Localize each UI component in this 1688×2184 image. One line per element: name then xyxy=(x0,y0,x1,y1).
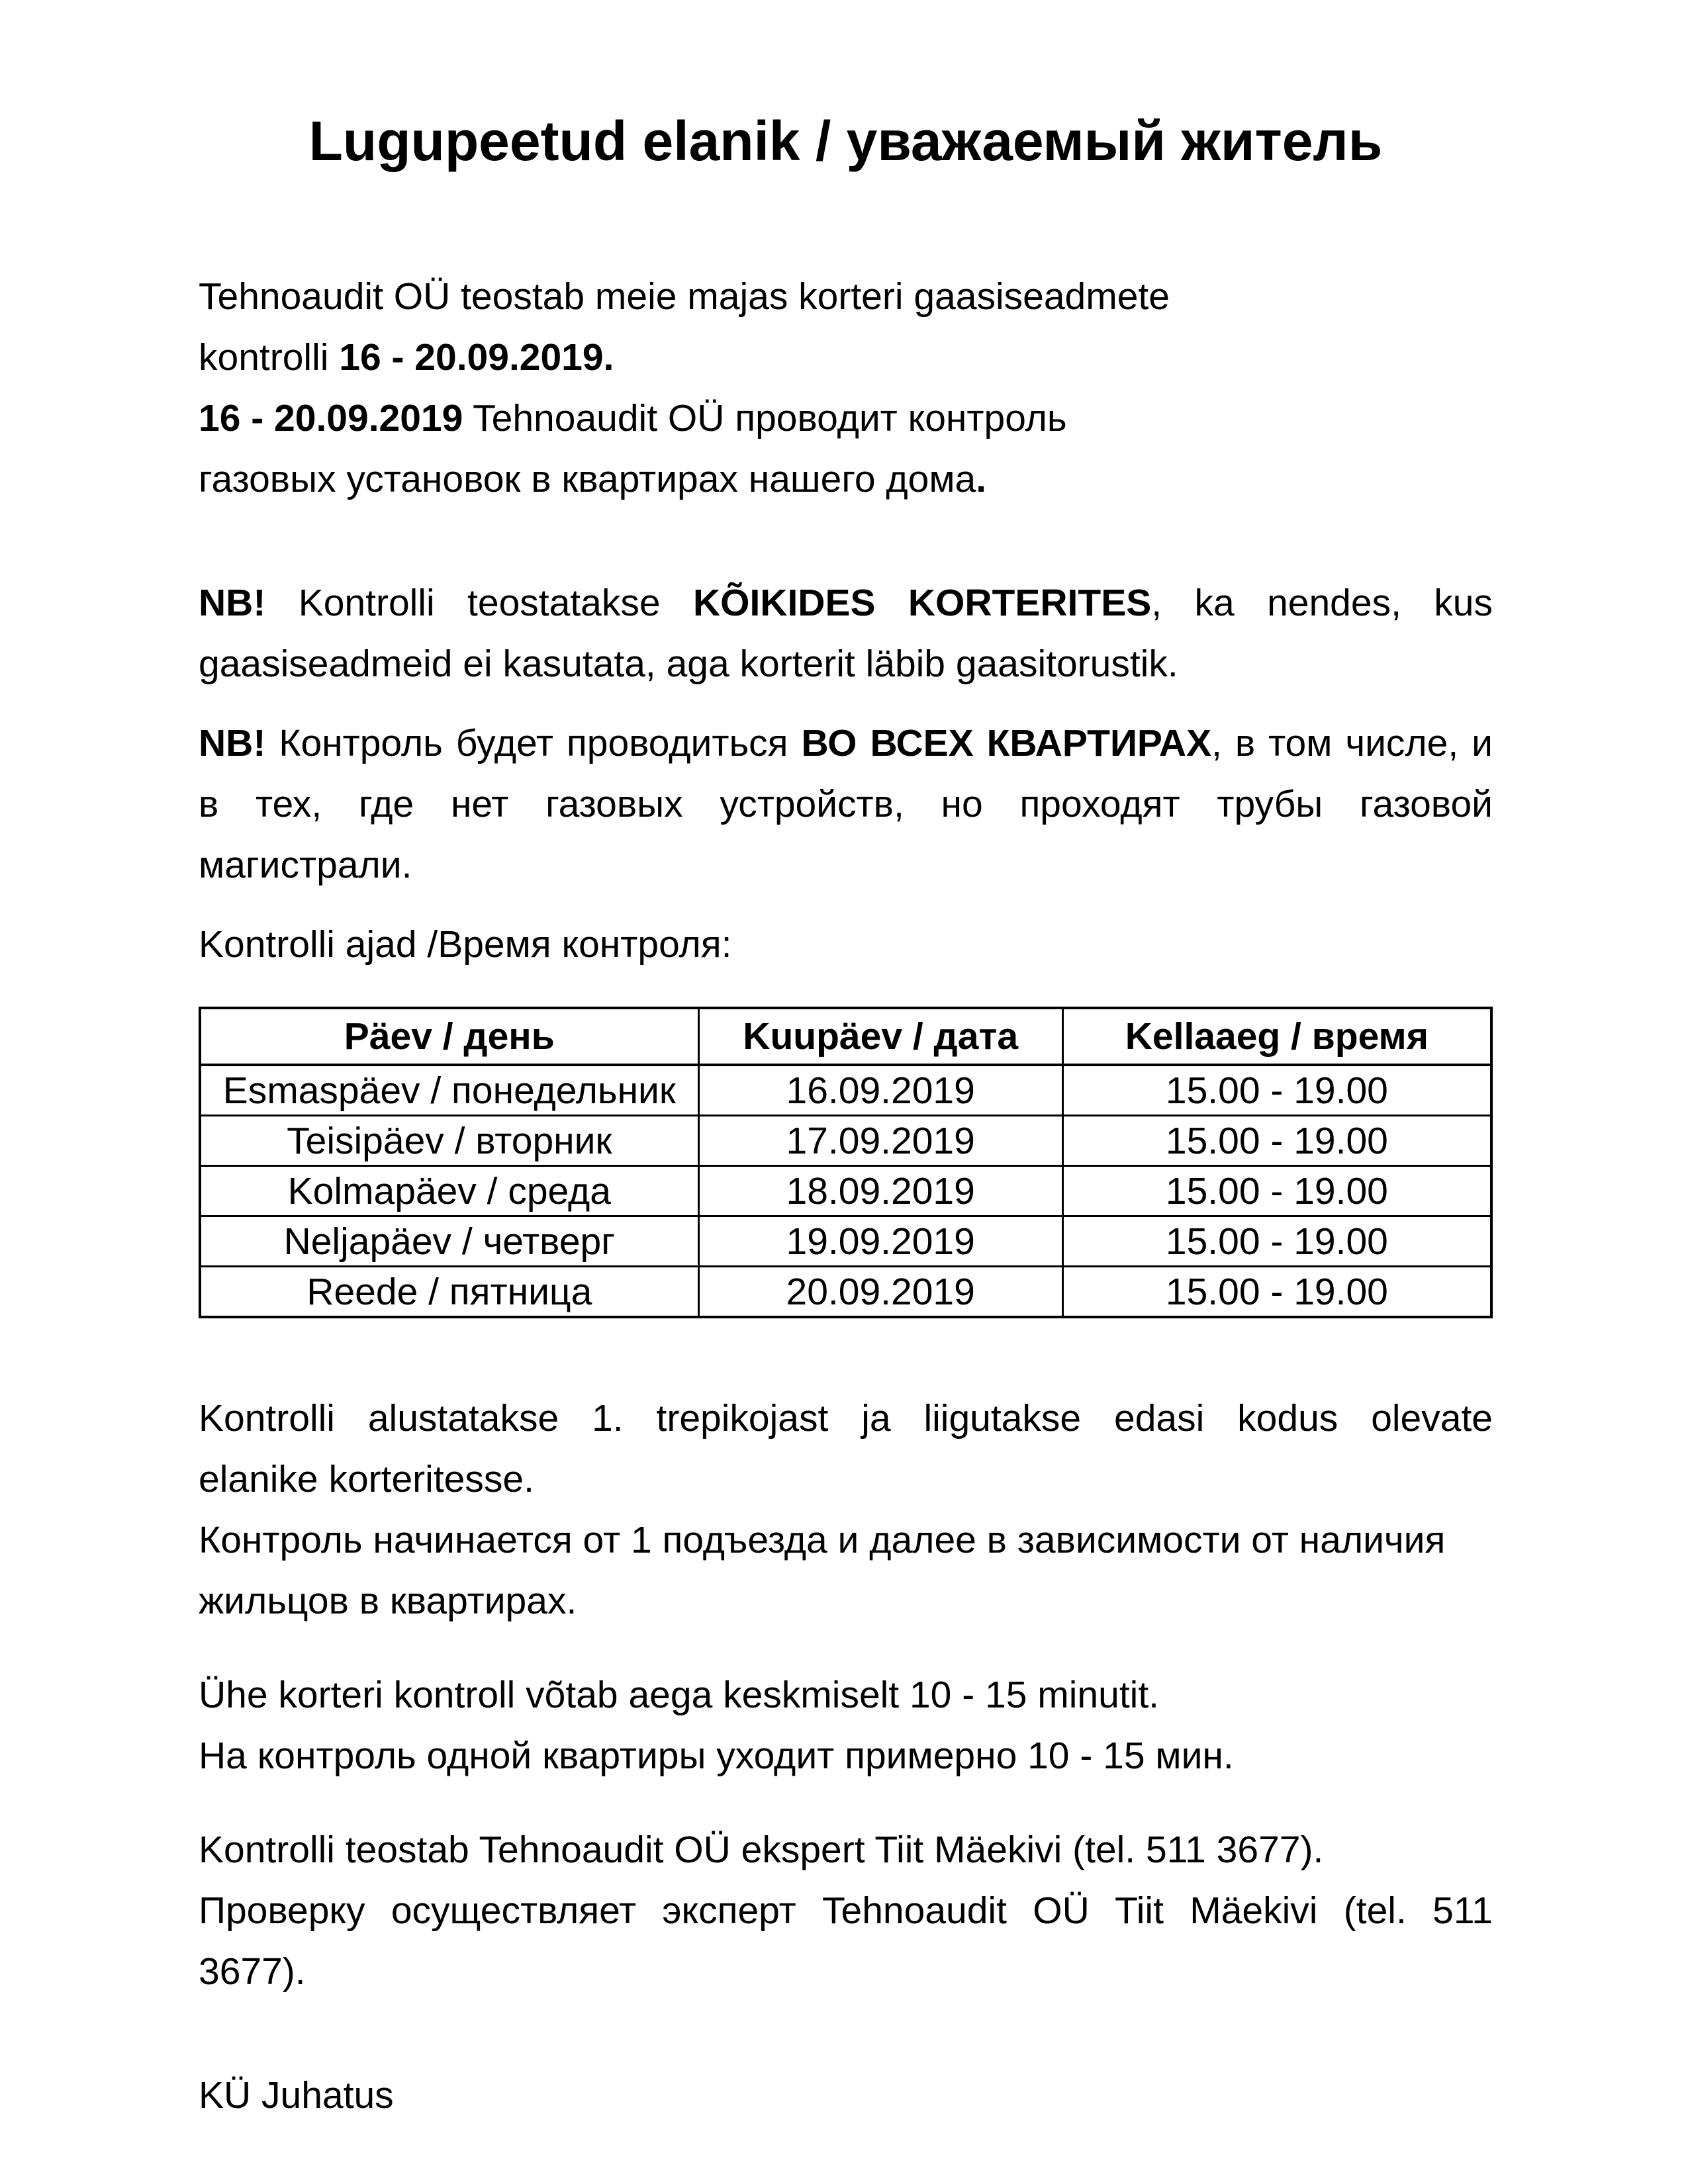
intro-line-2-text: kontrolli xyxy=(199,336,340,379)
table-cell: 19.09.2019 xyxy=(698,1216,1062,1267)
schedule-table xyxy=(199,1007,1493,1318)
table-cell: Kolmapäev / среда xyxy=(200,1166,698,1216)
page-title: Lugupeetud elanik / уважаемый житель xyxy=(308,110,1383,172)
intro-line-4-text: газовых установок в квартирах нашего дома xyxy=(199,458,976,500)
column-header-day: Päev / день xyxy=(200,1008,698,1065)
table-cell: 18.09.2019 xyxy=(698,1166,1062,1216)
table-cell: 15.00 - 19.00 xyxy=(1062,1116,1491,1166)
schedule-table-header xyxy=(200,1008,1491,1065)
nb-russian-line-2 xyxy=(199,774,1493,835)
duration-info-russian: На контроль одной квартиры уходит примерно 10 - 15 мин. xyxy=(199,1735,1234,1777)
nb-label: NB! xyxy=(199,722,266,764)
table-cell: 15.00 - 19.00 xyxy=(1062,1065,1491,1116)
all-apartments-russian: ВО ВСЕХ КВАРТИРАХ xyxy=(801,722,1212,764)
nb-russian-line-2-text: в тех, где нет газовых устройств, но проходят трубы газовой xyxy=(199,783,1493,825)
start-info-russian-text-end: жильцов в квартирах. xyxy=(199,1580,577,1622)
duration-info-estonian: Ühe korteri kontroll võtab aega keskmiselt 10 - 15 minutit. xyxy=(199,1674,1159,1716)
nb-estonian-line-1 xyxy=(199,572,1493,633)
intro-line-4 xyxy=(199,449,1493,510)
contact-info-paragraph xyxy=(199,1819,1493,2002)
start-info-estonian-text: Kontrolli alustatakse 1. trepikojast ja liigutakse edasi kodus olevate xyxy=(199,1397,1493,1439)
intro-line-2 xyxy=(199,327,1493,388)
inspection-dates-russian: 16 - 20.09.2019 xyxy=(199,397,463,439)
nb-estonian-text-end: , ka nendes, kus xyxy=(1151,582,1493,624)
header-row xyxy=(200,1008,1491,1065)
contact-info-estonian: Kontrolli teostab Tehnoaudit OÜ ekspert Tiit Mäekivi (tel. 511 3677). xyxy=(199,1829,1324,1871)
inspection-dates-estonian: 16 - 20.09.2019. xyxy=(339,336,614,379)
table-row xyxy=(200,1065,1491,1116)
table-cell: Neljapäev / четверг xyxy=(200,1216,698,1267)
contact-info-russian-line-2 xyxy=(199,1941,1493,2002)
contact-info-russian-text: Проверку осуществляет эксперт Tehnoaudit OÜ Tiit Mäekivi (tel. 511 xyxy=(199,1889,1493,1932)
table-row xyxy=(200,1166,1491,1216)
start-info-estonian-line-2 xyxy=(199,1449,1493,1510)
nb-estonian-line-2 xyxy=(199,633,1493,694)
intro-line-4-period: . xyxy=(976,458,987,500)
table-cell: Teisipäev / вторник xyxy=(200,1116,698,1166)
start-info-paragraph xyxy=(199,1388,1493,1631)
nb-russian-text: Контроль будет проводиться xyxy=(265,722,802,764)
signature: KÜ Juhatus xyxy=(199,2074,394,2116)
intro-line-1-text: Tehnoaudit OÜ teostab meie majas korteri gaasiseadmete xyxy=(199,275,1170,318)
table-cell: 17.09.2019 xyxy=(698,1116,1062,1166)
schedule-table-body xyxy=(200,1065,1491,1317)
table-cell: 15.00 - 19.00 xyxy=(1062,1166,1491,1216)
start-info-estonian-line-1 xyxy=(199,1388,1493,1449)
nb-estonian-line-2-text: gaasiseadmeid ei kasutata, aga korterit läbib gaasitorustik. xyxy=(199,643,1178,685)
table-row xyxy=(200,1267,1491,1318)
nb-russian-line-1 xyxy=(199,713,1493,774)
table-cell: 15.00 - 19.00 xyxy=(1062,1267,1491,1318)
all-apartments-estonian: KÕIKIDES KORTERITES xyxy=(692,582,1152,624)
start-info-russian-line-2 xyxy=(199,1570,1493,1631)
duration-info-paragraph xyxy=(199,1664,1493,1786)
contact-info-russian-line-1 xyxy=(199,1880,1493,1941)
column-header-date: Kuupäev / дата xyxy=(698,1008,1062,1065)
table-row xyxy=(200,1216,1491,1267)
start-info-russian-line-1 xyxy=(199,1510,1493,1570)
intro-line-3 xyxy=(199,388,1493,449)
start-info-russian-text: Контроль начинается от 1 подъезда и далее в зависимости от наличия xyxy=(199,1519,1446,1561)
table-cell: 20.09.2019 xyxy=(698,1267,1062,1318)
nb-paragraph-russian xyxy=(199,713,1493,895)
intro-line-1 xyxy=(199,266,1493,327)
nb-estonian-text: Kontrolli teostatakse xyxy=(265,582,693,624)
nb-paragraph-estonian xyxy=(199,572,1493,694)
table-row xyxy=(200,1116,1491,1166)
intro-paragraph xyxy=(199,266,1493,510)
column-header-time: Kellaaeg / время xyxy=(1062,1008,1491,1065)
nb-russian-line-3-text: магистрали. xyxy=(199,844,412,886)
table-cell: 15.00 - 19.00 xyxy=(1062,1216,1491,1267)
table-cell: 16.09.2019 xyxy=(698,1065,1062,1116)
intro-line-3-text: Tehnoaudit OÜ проводит контроль xyxy=(463,397,1067,439)
nb-label: NB! xyxy=(199,582,266,624)
nb-russian-line-3 xyxy=(199,835,1493,895)
contact-info-russian-text-end: 3677). xyxy=(199,1950,306,1993)
nb-russian-text-end: , в том числе, и xyxy=(1211,722,1493,764)
table-cell: Reede / пятница xyxy=(200,1267,698,1318)
start-info-estonian-text-end: elanike korteritesse. xyxy=(199,1458,534,1500)
table-cell: Esmaspäev / понедельник xyxy=(200,1065,698,1116)
schedule-caption: Kontrolli ajad /Время контроля: xyxy=(199,923,732,966)
